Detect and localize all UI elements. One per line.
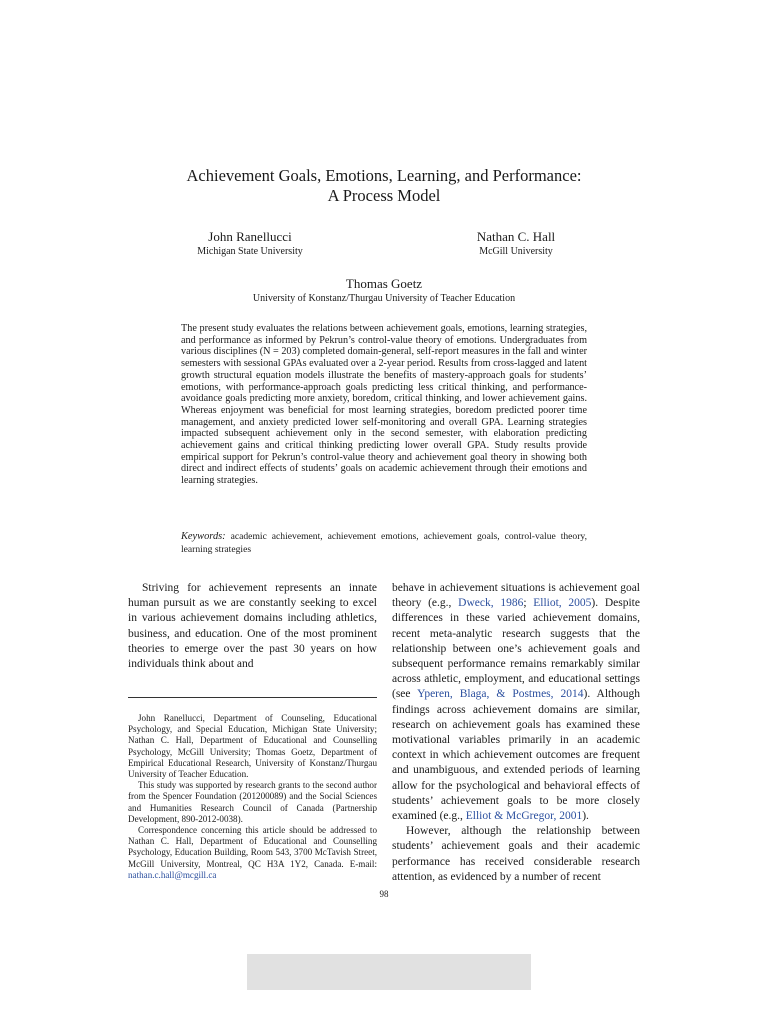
keywords <box>181 530 587 556</box>
title-line-1: Achievement Goals, Emotions, Learning, and Performance: <box>186 166 582 185</box>
paper-title <box>100 166 668 206</box>
body-text: ). Despite differences in these varied achievement domains, recent meta-analytic research suggests that the relationship between one’s achievement goals and subsequent performance remains remarkably similar across athletic, employment, and educational settings (see <box>392 597 640 701</box>
citation-link[interactable]: Dweck, 1986 <box>458 597 524 610</box>
author-1 <box>180 229 320 259</box>
footnote-correspondence <box>128 825 377 881</box>
citation-link[interactable]: Elliot & McGregor, 2001 <box>465 810 583 823</box>
page-number: 98 <box>379 889 389 899</box>
citation-link[interactable]: Elliot, 2005 <box>533 597 592 610</box>
body-column-right <box>392 581 640 885</box>
author-name: John Ranellucci <box>208 229 292 244</box>
email-link[interactable]: nathan.c.hall@mcgill.ca <box>128 869 217 880</box>
body-paragraph: Striving for achievement represents an innate human pursuit as we are constantly seeking to excel in various achievement domains including athletics, business, and education. One of the most prominent theories to emerge over the past 30 years on how individuals think about and <box>128 582 377 671</box>
author-affiliation: University of Konstanz/Thurgau University of Teacher Education <box>252 293 516 304</box>
author-affiliation: McGill University <box>479 246 553 257</box>
body-text: ). <box>582 810 589 823</box>
viewer-toolbar-placeholder <box>247 954 531 990</box>
title-line-2: A Process Model <box>327 186 441 205</box>
citation-link[interactable]: Yperen, Blaga, & Postmes, 2014 <box>417 688 584 701</box>
keywords-text: academic achievement, achievement emotions, achievement goals, control-value theory, learning strategies <box>181 531 587 555</box>
author-name: Thomas Goetz <box>345 276 423 291</box>
author-affiliation: Michigan State University <box>197 246 303 257</box>
footnote-divider <box>128 697 377 698</box>
footnote-affiliations: John Ranellucci, Department of Counseling, Educational Psychology, and Special Education, Michigan State University; Nathan C. Hall, Department of Educational and Counselling Psychology, McGill University; Thomas Goetz, Department of Empirical Educational Research, University of Konstanz/Thurgau University of Teacher Education. <box>128 713 377 780</box>
author-3 <box>184 276 584 306</box>
body-text: ). Although findings across achievement domains are similar, research on achievement goals has examined these motivational variables primarily in an academic context in which achievement outcomes are frequent and unambiguous, and extended periods of learning allow for the psychological and behavioral effects of students’ achievement goals to be more closely examined (e.g., <box>392 688 641 823</box>
body-paragraph <box>392 581 640 824</box>
body-text: ; <box>523 597 534 610</box>
body-text: behave in achievement situations is achievement goal theory (e.g., <box>392 582 640 610</box>
abstract: The present study evaluates the relations between achievement goals, emotions, learning strategies, and performance as informed by Pekrun’s control-value theory of emotions. Undergraduates from various disciplines (N = 203) completed domain-general, self-report measures in the fall and winter semesters with sessional GPAs evaluated over a 2-year period. Results from cross-lagged and latent growth structural equation models illustrate the benefits of mastery-approach goals for students’ emotions, with performance-approach goals predicting less critical thinking, and performance-avoidance goals predicting more anxiety, boredom, critical thinking, and lower achievement gains. Whereas enjoyment was beneficial for most learning strategies, boredom predicted poorer time management, and anxiety predicted lower self-monitoring and overall GPA. Learning strategies impacted subsequent achievement only in the second semester, with elaboration predicting achievement gains and critical thinking predicting lower overall GPA. Study results provide empirical support for Pekrun’s control-value theory and achievement goal theory in showing both direct and indirect effects of students’ goals on academic achievement through their emotions and learning strategies. <box>181 323 587 487</box>
correspondence-text: Correspondence concerning this article should be addressed to Nathan C. Hall, Department of Educational and Counselling Psychology, Education Building, Room 543, 3700 McTavish Street, McGill University, Montreal, QC H3A 1Y2, Canada. E-mail: <box>128 825 377 869</box>
body-column-left <box>128 581 377 672</box>
author-name: Nathan C. Hall <box>476 229 556 244</box>
footnote-funding: This study was supported by research grants to the second author from the Spencer Foundation (201200089) and the Social Sciences and Humanities Research Council of Canada (Partnership Development, 890-2012-0038). <box>128 780 377 824</box>
author-2 <box>446 229 586 259</box>
footnotes <box>128 713 377 881</box>
keywords-label: Keywords: <box>181 531 226 542</box>
body-paragraph: However, although the relationship between students’ achievement goals and their academic performance has received considerable research attention, as evidenced by a number of recent <box>392 825 640 883</box>
